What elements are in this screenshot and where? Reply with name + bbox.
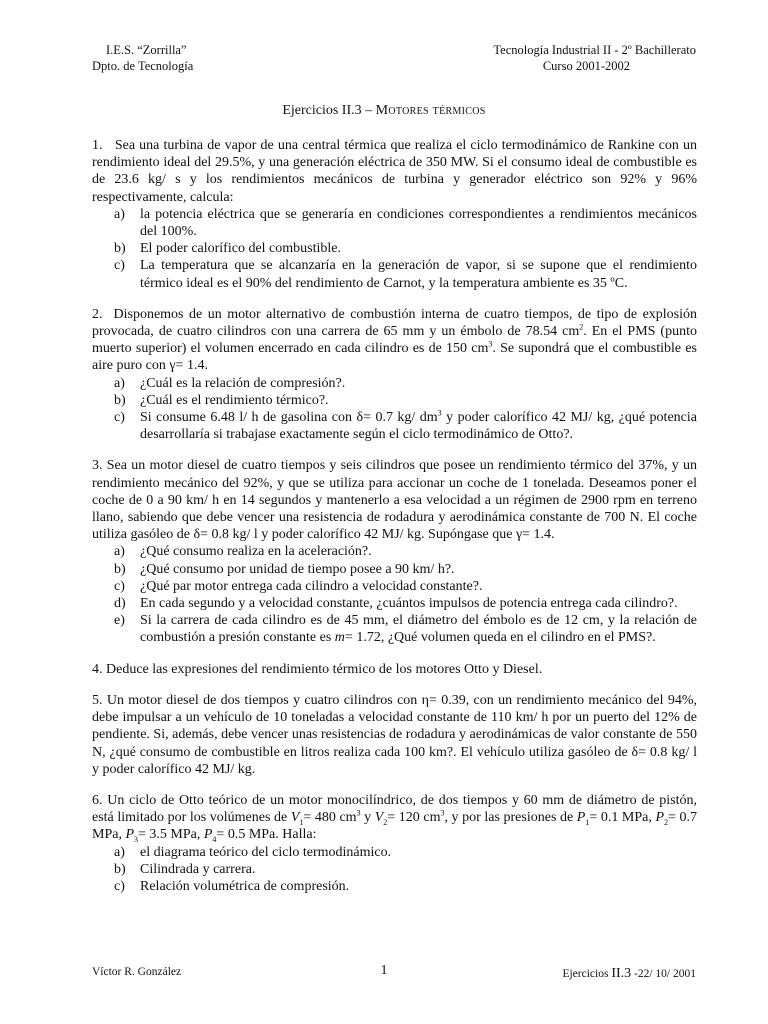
- item-text: La temperatura que se alcanzaría en la generación de vapor, si se supone que el rendimiento térmico ideal es el 90% del rendimiento de Carnot, y la temperatura ambiente es 35 ºC.: [140, 258, 697, 291]
- item-letter: e): [114, 613, 125, 629]
- footer-ref-prefix: Ejercicios: [562, 968, 612, 980]
- item-letter: c): [114, 578, 125, 594]
- item-text: ¿Qué par motor entrega cada cilindro a velocidad constante?.: [140, 578, 483, 594]
- item-letter: b): [114, 561, 126, 577]
- subscript: 1: [299, 817, 304, 827]
- exercise-4-statement: [92, 661, 697, 678]
- exercise-3-items: [92, 543, 697, 646]
- list-item: [92, 375, 697, 392]
- text-run: = 0.1 MPa,: [589, 810, 656, 826]
- item-letter: a): [114, 844, 125, 860]
- text-run: Si la carrera de cada cilindro es de 45 mm, el diámetro del émbolo es de 12 cm, y la relación de combustión a presión constante es: [140, 613, 697, 646]
- item-letter: c): [114, 258, 125, 274]
- item-text: ¿Cuál es la relación de compresión?.: [140, 375, 346, 391]
- list-item: [92, 561, 697, 578]
- exercise-number: 4.: [92, 661, 103, 677]
- text-run: = 0.8 kg/ l y poder calorífico 42 MJ/ kg. Supóngase que: [200, 527, 516, 543]
- text-run: = 0.7 MPa,: [92, 810, 697, 843]
- item-text: ¿Qué consumo por unidad de tiempo posee a 90 km/ h?.: [140, 561, 455, 577]
- exercise-list: [92, 137, 697, 909]
- text-run: = 480 cm: [303, 810, 357, 826]
- exercise-1: [92, 137, 697, 292]
- footer-reference: [562, 966, 696, 982]
- exercise-3: [92, 457, 697, 646]
- exercise-text: Sea una turbina de vapor de una central térmica que realiza el ciclo termodinámico de Rankine con un rendimiento ideal del 29.5%, y una generación eléctrica de 350 MW. Si el consumo ideal de combustible es de 23.6 kg/ s y los rendimientos mecánicos de turbina y generador eléctrico son 92% y 96% respectivamente, calcula:: [92, 138, 697, 205]
- text-run: Un ciclo de Otto teórico de un motor monocilíndrico, de dos tiempos y 60 mm de diámetro de pistón, está limitado por los volúmenes de: [92, 792, 698, 826]
- list-item: [92, 392, 697, 409]
- item-text: ¿Cuál es el rendimiento térmico?.: [140, 392, 329, 408]
- item-text: la potencia eléctrica que se generaría en condiciones correspondientes a rendimientos mecánicos del 100%.: [140, 206, 697, 240]
- text-run: = 1.4.: [522, 527, 555, 543]
- item-text: Cilindrada y carrera.: [140, 861, 256, 877]
- text-run: = 0.39, con un rendimiento mecánico del 94%, debe impulsar a un vehículo de 10 toneladas a velocidad constante de 110 km/ h por un puerto del 12% de pendiente. Si, además, debe vencer unas resistencias de rodadura y aerodinámicas de valor constante de 550 N, ¿qué consumo de combustible en litros realiza cada 100 km?. El vehículo utiliza gasóleo de: [92, 692, 697, 760]
- eta-symbol: η: [421, 692, 429, 708]
- school-year: Curso 2001-2002: [542, 59, 630, 73]
- item-text: Relación volumétrica de compresión.: [140, 878, 350, 894]
- exercise-number: 3.: [92, 458, 103, 474]
- italic-variable: P: [125, 827, 135, 843]
- superscript: 3: [440, 808, 445, 818]
- italic-variable: P: [203, 827, 213, 843]
- subscript: 4: [212, 835, 217, 845]
- item-letter: a): [114, 375, 125, 391]
- list-item: [92, 595, 697, 612]
- item-letter: a): [114, 544, 125, 560]
- subscript: 3: [134, 835, 139, 845]
- exercise-2: [92, 306, 697, 444]
- list-item: [92, 861, 697, 878]
- page-number: 1: [380, 963, 388, 978]
- text-run: y: [360, 810, 375, 826]
- exercise-1-items: [92, 206, 697, 292]
- delta-symbol: δ: [356, 410, 364, 426]
- title-prefix: Ejercicios II.3 –: [282, 103, 376, 118]
- title-topic: Motores térmicos: [375, 103, 486, 118]
- text-run: Disponemos de un motor alternativo de combustión interna de cuatro tiempos, de tipo de explosión provocada, de cuatro cilindros con una carrera de 65 mm y un émbolo de 78.54 cm: [92, 306, 698, 340]
- italic-variable: V: [290, 810, 300, 826]
- delta-symbol: δ: [631, 744, 639, 760]
- department-name: Dpto. de Tecnología: [92, 59, 194, 73]
- item-letter: b): [114, 392, 126, 408]
- page-title: [0, 103, 768, 119]
- item-letter: b): [114, 241, 126, 257]
- list-item: [92, 612, 697, 646]
- italic-variable: P: [655, 810, 665, 826]
- item-text: El poder calorífico del combustible.: [140, 241, 341, 257]
- item-text: [140, 612, 697, 646]
- exercise-number: 1.: [92, 138, 103, 153]
- gamma-symbol: γ: [169, 358, 176, 374]
- subscript: 1: [585, 817, 590, 827]
- text-run: = 120 cm: [387, 810, 441, 826]
- item-text: ¿Qué consumo realiza en la aceleración?.: [140, 544, 372, 560]
- italic-variable: V: [374, 810, 384, 826]
- exercise-6-statement: [92, 792, 697, 844]
- text-run: = 1.72, ¿Qué volumen queda en el cilindro en el PMS?.: [344, 630, 656, 646]
- exercise-3-statement: [92, 457, 697, 543]
- item-letter: a): [114, 206, 125, 222]
- subscript: 2: [383, 817, 388, 827]
- superscript: 3: [488, 339, 493, 349]
- gamma-symbol: γ: [515, 527, 523, 543]
- exercise-6: [92, 792, 697, 895]
- school-name: I.E.S. “Zorrilla”: [106, 43, 187, 57]
- text-run: , y por las presiones de: [444, 810, 577, 826]
- text-run: Si consume 6.48 l/ h de gasolina con: [140, 410, 357, 426]
- superscript: 3: [437, 408, 442, 418]
- list-item: [92, 206, 697, 240]
- italic-variable: m: [334, 630, 345, 646]
- exercise-5: [92, 692, 697, 778]
- exercise-number: 5.: [92, 692, 103, 708]
- text-run: y poder calorífico 42 MJ/ kg, ¿qué potencia desarrollaría si trabajase exactamente según el ciclo termodinámico de Otto?.: [140, 410, 697, 443]
- text-run: . En el PMS (punto muerto superior) el volumen encerrado en cada cilindro es de 150 cm: [92, 324, 697, 357]
- exercise-6-items: [92, 844, 697, 896]
- text-run: Sea un motor diesel de cuatro tiempos y seis cilindros que posee un rendimiento térmico del 37%, y un rendimiento mecánico del 92%, y que se utiliza para accionar un coche de 1 tonelada. Deseamos poner el coche de 0 a 90 km/ h en 14 segundos y mantenerlo a esa velocidad a un régimen de 2900 rpm en terreno llano, sabiendo que debe vencer una resistencia de rodadura y aerodinámica constante de 700 N. El coche utiliza gasóleo de: [92, 458, 698, 543]
- exercise-number: 2.: [92, 306, 103, 322]
- list-item: [92, 878, 697, 895]
- exercise-1-statement: [92, 137, 697, 206]
- text-run: = 3.5 MPa,: [138, 827, 204, 843]
- superscript: 2: [579, 322, 584, 332]
- item-letter: b): [114, 861, 126, 877]
- text-run: Un motor diesel de dos tiempos y cuatro cilindros con: [106, 692, 422, 708]
- superscript: 3: [356, 808, 361, 818]
- list-item: [92, 578, 697, 595]
- list-item: [92, 257, 697, 291]
- text-run: = 0.8 kg/ l y poder calorífico 42 MJ/ kg.: [92, 744, 697, 777]
- list-item: [92, 409, 697, 443]
- subscript: 2: [664, 817, 669, 827]
- text-run: = 1.4.: [175, 358, 208, 374]
- list-item: [92, 543, 697, 560]
- header-right: [493, 42, 696, 74]
- text-run: = 0.7 kg/ dm: [363, 410, 438, 426]
- footer-ref-code: II.3: [611, 966, 632, 981]
- delta-symbol: δ: [193, 527, 201, 543]
- item-letter: c): [114, 878, 125, 894]
- list-item: [92, 240, 697, 257]
- item-text: En cada segundo y a velocidad constante, ¿cuántos impulsos de potencia entrega cada cilindro?.: [140, 596, 678, 612]
- exercise-number: 6.: [92, 792, 103, 808]
- item-text: [140, 409, 697, 443]
- exercise-5-statement: [92, 692, 697, 778]
- footer-ref-date: -22/ 10/ 2001: [631, 968, 696, 980]
- item-letter: d): [114, 596, 126, 612]
- exercise-4: [92, 661, 697, 678]
- footer-author: Víctor R. González: [92, 966, 182, 978]
- text-run: . Se supondrá que el combustible es aire puro con: [92, 341, 697, 374]
- exercise-2-items: [92, 375, 697, 444]
- item-letter: c): [114, 410, 125, 426]
- text-run: = 0.5 MPa. Halla:: [216, 827, 317, 843]
- item-text: el diagrama teórico del ciclo termodinámico.: [140, 844, 392, 860]
- exercise-text: Deduce las expresiones del rendimiento térmico de los motores Otto y Diesel.: [106, 661, 543, 677]
- list-item: [92, 844, 697, 861]
- italic-variable: P: [576, 810, 586, 826]
- course-name: Tecnología Industrial II - 2º Bachillerato: [493, 43, 696, 57]
- exercise-2-statement: [92, 306, 697, 375]
- header-left: [92, 42, 193, 74]
